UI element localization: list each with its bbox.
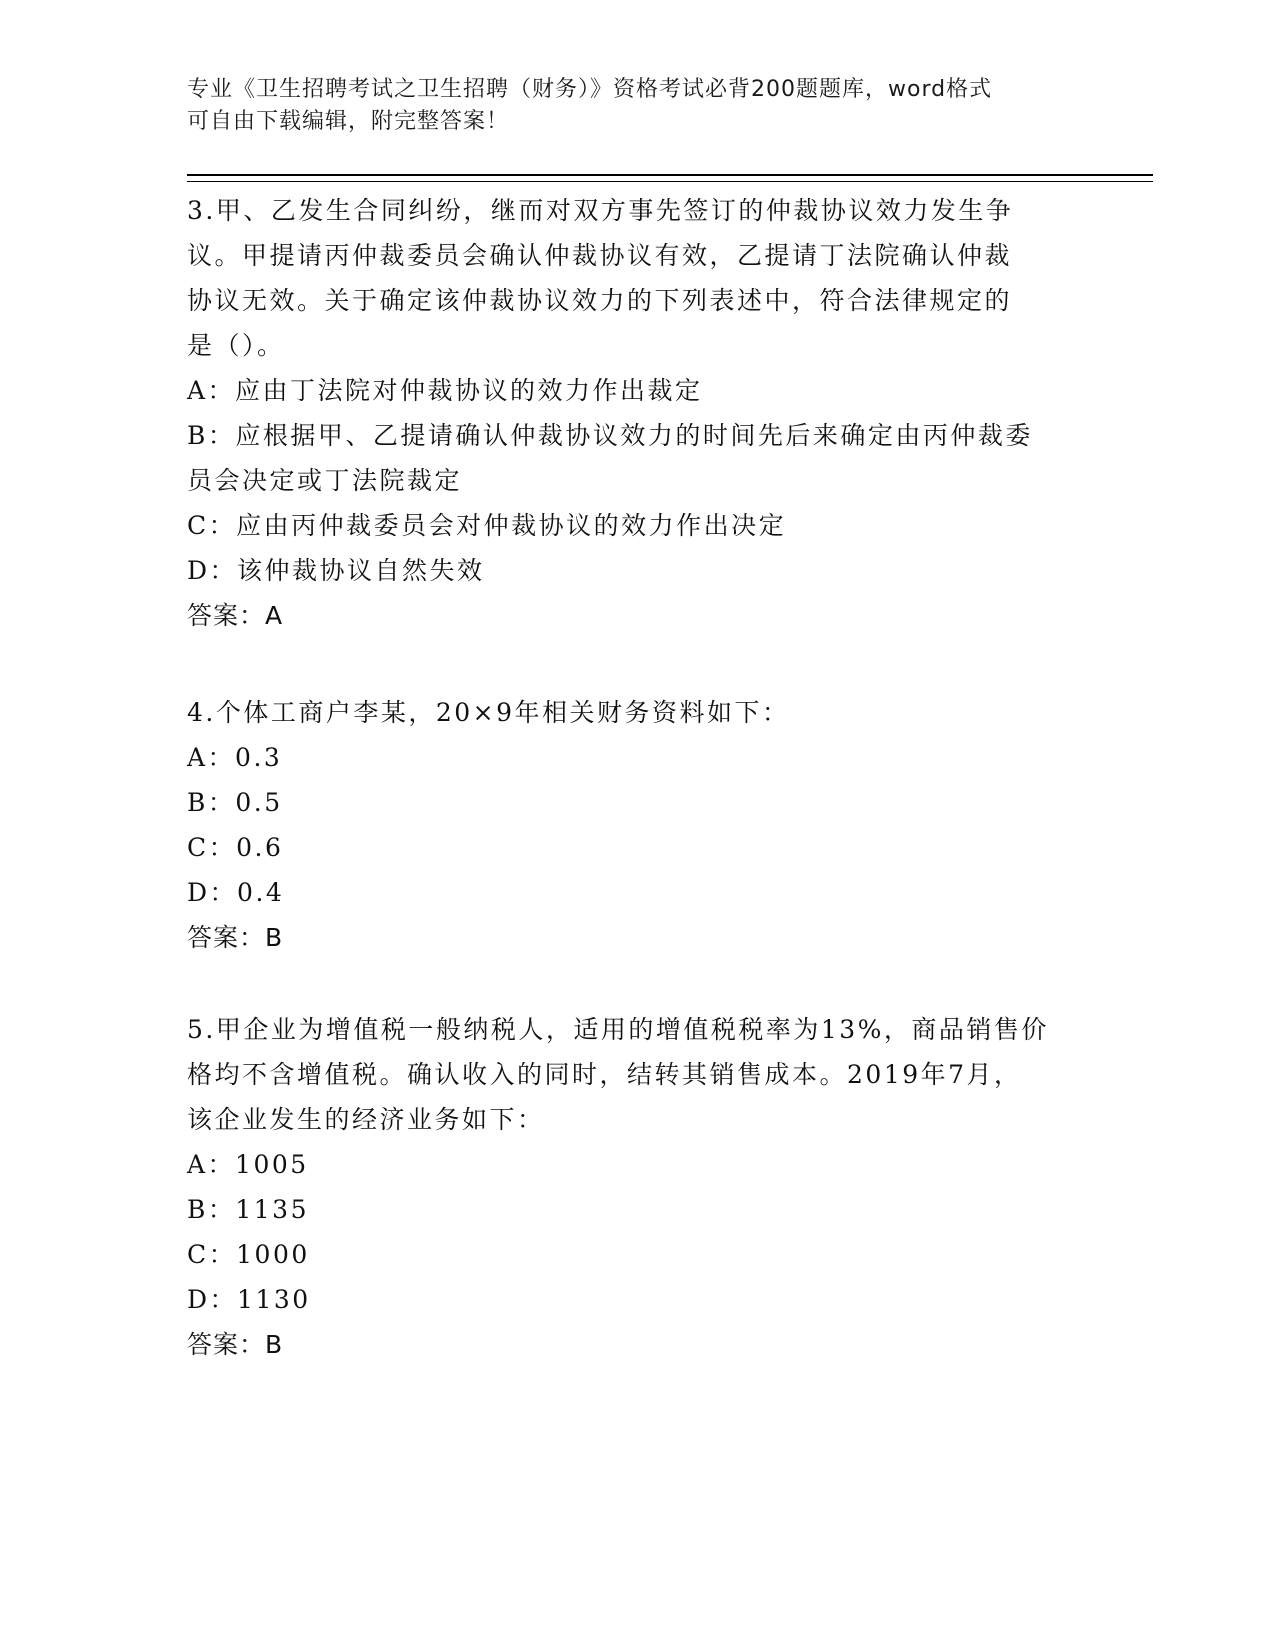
question-5-stem-line-1: 5.甲企业为增值税一般纳税人，适用的增值税税率为13%，商品销售价 <box>187 1015 1049 1044</box>
question-4-option-b: B：0.5 <box>187 788 283 817</box>
question-3-option-c: C：应由丙仲裁委员会对仲裁协议的效力作出决定 <box>187 511 787 540</box>
question-3-stem-line-1: 3.甲、乙发生合同纠纷，继而对双方事先签订的仲裁协议效力发生争 <box>187 196 1014 225</box>
question-3-option-d: D：该仲裁协议自然失效 <box>187 556 485 585</box>
question-5 <box>187 1007 1087 1367</box>
document-header <box>187 74 1087 138</box>
question-5-option-b: B：1135 <box>187 1195 309 1224</box>
question-4-answer: 答案：B <box>187 923 284 952</box>
question-4-option-d: D：0.4 <box>187 878 285 907</box>
question-3-stem-line-3: 协议无效。关于确定该仲裁协议效力的下列表述中，符合法律规定的 <box>187 286 1013 315</box>
header-line-1: 专业《卫生招聘考试之卫生招聘（财务）》资格考试必背200题题库，word格式 <box>187 77 993 102</box>
question-4 <box>187 690 1087 960</box>
question-3 <box>187 188 1087 638</box>
question-3-answer: 答案：A <box>187 601 284 630</box>
question-5-stem-line-2: 格均不含增值税。确认收入的同时，结转其销售成本。2019年7月， <box>187 1060 1022 1089</box>
question-3-option-a: A：应由丁法院对仲裁协议的效力作出裁定 <box>187 376 703 405</box>
question-4-option-a: A：0.3 <box>187 743 283 772</box>
question-5-stem-line-3: 该企业发生的经济业务如下： <box>187 1105 545 1134</box>
question-5-option-d: D：1130 <box>187 1285 311 1314</box>
header-line-2: 可自由下载编辑，附完整答案！ <box>187 109 510 134</box>
header-divider-thick <box>187 174 1153 176</box>
header-divider-thin <box>187 181 1153 182</box>
question-4-option-c: C：0.6 <box>187 833 284 862</box>
question-3-stem-line-2: 议。甲提请丙仲裁委员会确认仲裁协议有效，乙提请丁法院确认仲裁 <box>187 241 1013 270</box>
question-4-stem-line-1: 4.个体工商户李某，20×9年相关财务资料如下： <box>187 698 790 727</box>
question-5-answer: 答案：B <box>187 1330 284 1359</box>
question-3-option-b-line-1: B：应根据甲、乙提请确认仲裁协议效力的时间先后来确定由丙仲裁委 <box>187 421 1033 450</box>
question-5-option-c: C：1000 <box>187 1240 310 1269</box>
question-3-stem-line-4: 是（）。 <box>187 331 285 360</box>
question-3-option-b-line-2: 员会决定或丁法院裁定 <box>187 466 463 495</box>
question-5-option-a: A：1005 <box>187 1150 309 1179</box>
